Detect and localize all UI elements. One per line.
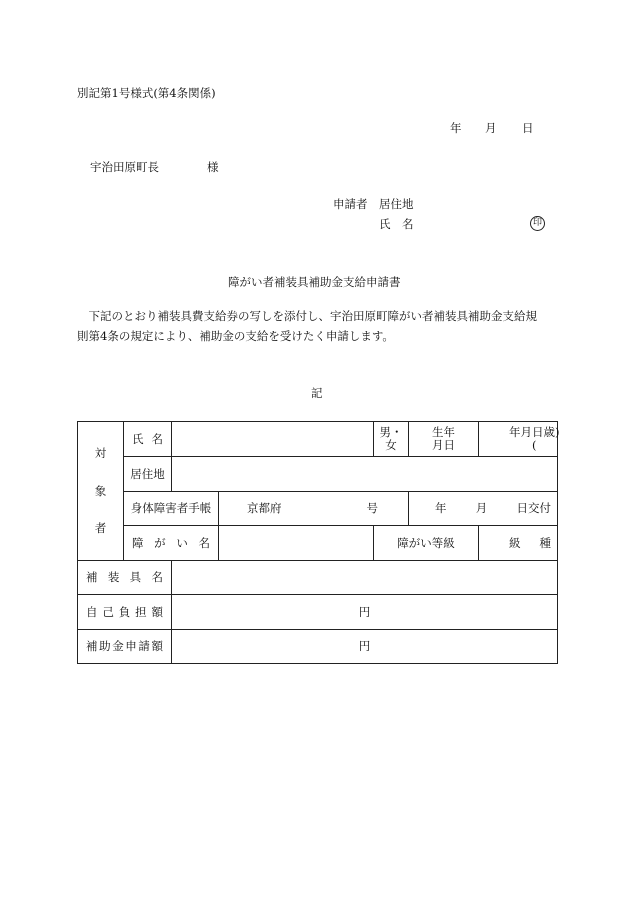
residence-input[interactable] bbox=[172, 457, 558, 492]
disability-grade-label: 障がい等級 bbox=[397, 535, 455, 550]
subsidy-request-char: 金 bbox=[112, 639, 124, 654]
disability-name-char: い bbox=[176, 535, 188, 550]
subsidy-request-char: 補 bbox=[86, 639, 98, 654]
disability-name-char: 名 bbox=[198, 535, 210, 550]
name-char: 名 bbox=[151, 431, 163, 446]
ki-heading: 記 bbox=[311, 386, 323, 400]
date-day: 日 bbox=[522, 121, 534, 135]
honorific: 様 bbox=[207, 160, 219, 174]
gender-label: 男・女 bbox=[379, 425, 403, 452]
seal-mark: 印 bbox=[530, 216, 545, 231]
name-label: 氏 名 bbox=[379, 217, 414, 231]
subsidy-request-input[interactable] bbox=[172, 630, 558, 664]
subject-header-cell bbox=[78, 422, 124, 561]
subsidy-request-char: 額 bbox=[151, 639, 163, 654]
gender-cell[interactable] bbox=[374, 422, 409, 457]
grade-label: 級 bbox=[509, 535, 521, 550]
document-title: 障がい者補装具補助金支給申請書 bbox=[228, 275, 401, 289]
self-payment-input[interactable] bbox=[172, 595, 558, 630]
yen-unit: 円 bbox=[358, 639, 371, 654]
subsidy-request-char: 助 bbox=[99, 639, 111, 654]
application-table bbox=[77, 421, 558, 664]
disability-grade-label-cell bbox=[374, 526, 479, 561]
handbook-label: 身体障害者手帳 bbox=[130, 501, 212, 516]
type-label: 種 bbox=[539, 535, 552, 550]
birth-label-line: 月日 bbox=[432, 438, 456, 452]
birth-month: 月 bbox=[520, 425, 533, 440]
issue-year: 年 bbox=[435, 501, 447, 516]
birth-year: 年 bbox=[509, 425, 521, 440]
name-header-cell bbox=[124, 422, 172, 457]
subsidy-request-char: 請 bbox=[138, 639, 150, 654]
birth-date-cell[interactable] bbox=[479, 422, 558, 457]
handbook-label-cell bbox=[124, 492, 219, 526]
birth-day: 日( bbox=[532, 425, 544, 452]
subject-char: 象 bbox=[94, 483, 107, 498]
issue-month: 月 bbox=[475, 501, 488, 516]
birth-label-line: 生年 bbox=[432, 424, 456, 439]
device-name-input[interactable] bbox=[172, 561, 558, 595]
issue-day: 日交付 bbox=[516, 501, 552, 516]
subsidy-request-label-cell bbox=[78, 630, 172, 664]
device-name-char: 補 bbox=[86, 570, 98, 585]
address-label: 居住地 bbox=[379, 197, 414, 211]
applicant-label: 申請者 bbox=[333, 197, 368, 211]
device-name-char: 具 bbox=[129, 570, 142, 585]
residence-label-cell bbox=[124, 457, 172, 492]
disability-name-label-cell bbox=[124, 526, 219, 561]
self-payment-char: 額 bbox=[151, 604, 163, 619]
body-line-1: 下記のとおり補装具費支給券の写しを添付し、宇治田原町障がい者補装具補助金支給規 bbox=[77, 309, 537, 323]
date-month: 月 bbox=[485, 121, 497, 135]
subject-name-input[interactable] bbox=[172, 422, 374, 457]
disability-name-char: が bbox=[154, 535, 166, 550]
body-line-2: 則第4条の規定により、補助金の支給を受けたく申請します。 bbox=[77, 329, 394, 343]
addressee: 宇治田原町長 bbox=[90, 160, 159, 174]
device-name-char: 名 bbox=[151, 570, 163, 585]
yen-unit: 円 bbox=[358, 604, 371, 619]
disability-name-input[interactable] bbox=[219, 526, 374, 561]
disability-name-char: 障 bbox=[132, 535, 144, 550]
birth-age: 歳) bbox=[543, 425, 560, 440]
date-year: 年 bbox=[450, 121, 462, 135]
grade-class-cell[interactable] bbox=[479, 526, 558, 561]
self-payment-char: 担 bbox=[135, 604, 147, 619]
birth-label-cell bbox=[409, 422, 479, 457]
issue-date-cell[interactable] bbox=[409, 492, 558, 526]
self-payment-char: 自 bbox=[86, 604, 98, 619]
subject-char: 対 bbox=[94, 446, 107, 460]
form-number: 別記第1号様式(第4条関係) bbox=[77, 86, 216, 100]
subsidy-request-char: 申 bbox=[125, 639, 137, 654]
self-payment-char: 己 bbox=[102, 604, 114, 619]
name-char: 氏 bbox=[132, 431, 144, 446]
subject-char: 者 bbox=[94, 521, 107, 536]
handbook-number-cell[interactable] bbox=[219, 492, 409, 526]
prefecture-label: 京都府 bbox=[247, 501, 282, 516]
number-label: 号 bbox=[366, 501, 379, 516]
device-name-label-cell bbox=[78, 561, 172, 595]
self-payment-char: 負 bbox=[118, 604, 131, 619]
self-payment-label-cell bbox=[78, 595, 172, 630]
device-name-char: 装 bbox=[107, 570, 120, 585]
residence-label: 居住地 bbox=[130, 466, 165, 481]
